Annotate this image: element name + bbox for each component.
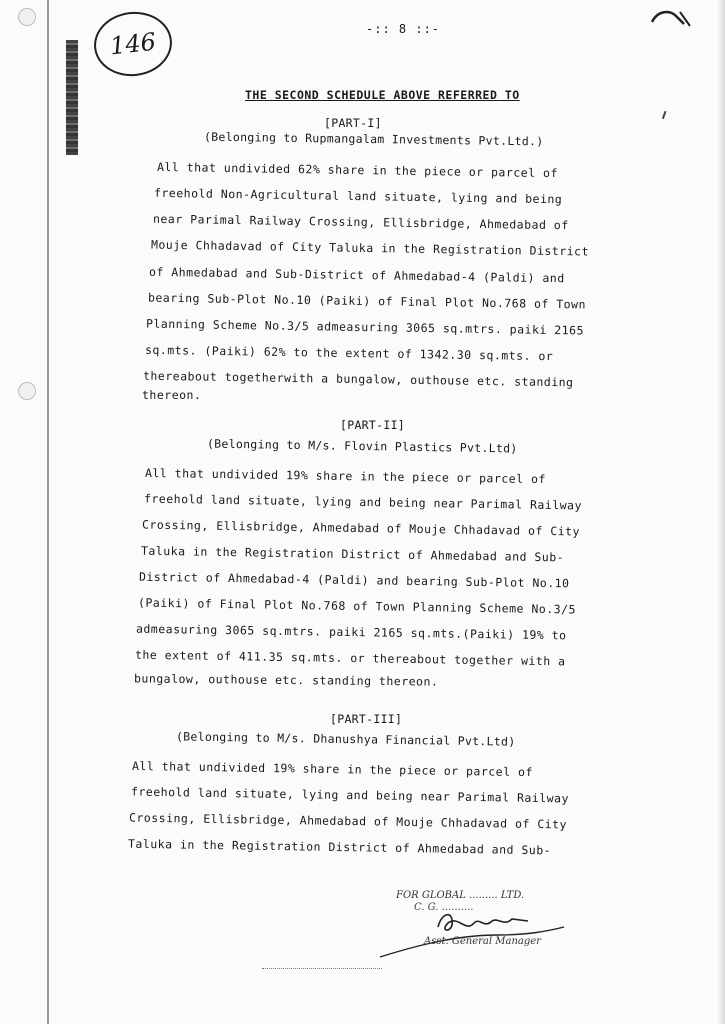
part-3-line: freehold land situate, lying and being near Parimal Railway	[130, 784, 570, 806]
part-2-label: [PART-II]	[340, 418, 406, 432]
part-1-label: [PART-I]	[324, 116, 382, 130]
part-2-line: District of Ahmedabad-4 (Paldi) and bearing Sub-Plot No.10	[138, 569, 570, 591]
binding-line	[47, 0, 49, 1024]
part-1-line: All that undivided 62% share in the piece or parcel of	[156, 159, 558, 181]
signature-title: Asst. General Manager	[424, 936, 541, 947]
part-2-subtitle: (Belonging to M/s. Flovin Plastics Pvt.Ltd)	[206, 436, 518, 456]
part-1-line: Planning Scheme No.3/5 admeasuring 3065 sq.mtrs. paiki 2165	[145, 316, 585, 338]
punch-hole-middle	[18, 382, 36, 400]
part-1-line: of Ahmedabad and Sub-District of Ahmedabad-4 (Paldi) and	[148, 264, 565, 286]
part-1-line: Mouje Chhadavad of City Taluka in the Registration District	[150, 237, 590, 259]
folio-number: 146	[91, 8, 175, 80]
signature-name: C. G. ..........	[414, 902, 474, 913]
part-2-line: (Paiki) of Final Plot No.768 of Town Planning Scheme No.3/5	[137, 595, 577, 617]
part-2-line: Crossing, Ellisbridge, Ahmedabad of Mouje Chhadavad of City	[141, 517, 581, 539]
part-3-line: All that undivided 19% share in the piece or parcel of	[131, 758, 533, 780]
part-1-line: freehold Non-Agricultural land situate, lying and being	[153, 185, 563, 207]
punch-hole-top	[18, 8, 36, 26]
part-1-subtitle: (Belonging to Rupmangalam Investments Pvt.Ltd.)	[203, 129, 544, 149]
part-1-line: thereon.	[142, 388, 202, 402]
corner-scribble-icon	[650, 8, 692, 28]
binding-strip	[66, 40, 78, 155]
handwritten-signature-icon	[378, 905, 568, 965]
part-2-line: the extent of 411.35 sq.mts. or thereabout together with a	[134, 647, 566, 669]
part-2-line: admeasuring 3065 sq.mtrs. paiki 2165 sq.mts.(Paiki) 19% to	[135, 621, 567, 643]
part-2-line: All that undivided 19% share in the piece or parcel of	[144, 465, 546, 487]
part-3-subtitle: (Belonging to M/s. Dhanushya Financial Pvt.Ltd)	[175, 729, 516, 749]
page-number: -:: 8 ::-	[366, 22, 441, 36]
part-2-line: bungalow, outhouse etc. standing thereon.	[133, 671, 439, 689]
signature-company: FOR GLOBAL ......... LTD.	[396, 890, 525, 901]
schedule-heading: THE SECOND SCHEDULE ABOVE REFERRED TO	[245, 88, 520, 102]
part-3-line: Taluka in the Registration District of Ahmedabad and Sub-	[127, 836, 552, 858]
part-2-line: freehold land situate, lying and being near Parimal Railway	[143, 491, 583, 513]
part-3-label: [PART-III]	[330, 712, 403, 726]
part-2-line: Taluka in the Registration District of Ahmedabad and Sub-	[140, 543, 565, 565]
page-edge-shadow	[717, 0, 725, 1024]
part-1-line: bearing Sub-Plot No.10 (Paiki) of Final Plot No.768 of Town	[147, 290, 587, 312]
bottom-dotted-line	[262, 968, 382, 971]
part-1-line: near Parimal Railway Crossing, Ellisbridge, Ahmedabad of	[152, 211, 569, 233]
part-1-line: thereabout togetherwith a bungalow, outhouse etc. standing	[142, 368, 574, 390]
margin-mark	[662, 111, 672, 121]
part-1-line: sq.mts. (Paiki) 62% to the extent of 1342.30 sq.mts. or	[144, 342, 554, 364]
part-3-line: Crossing, Ellisbridge, Ahmedabad of Mouje Chhadavad of City	[128, 810, 568, 832]
